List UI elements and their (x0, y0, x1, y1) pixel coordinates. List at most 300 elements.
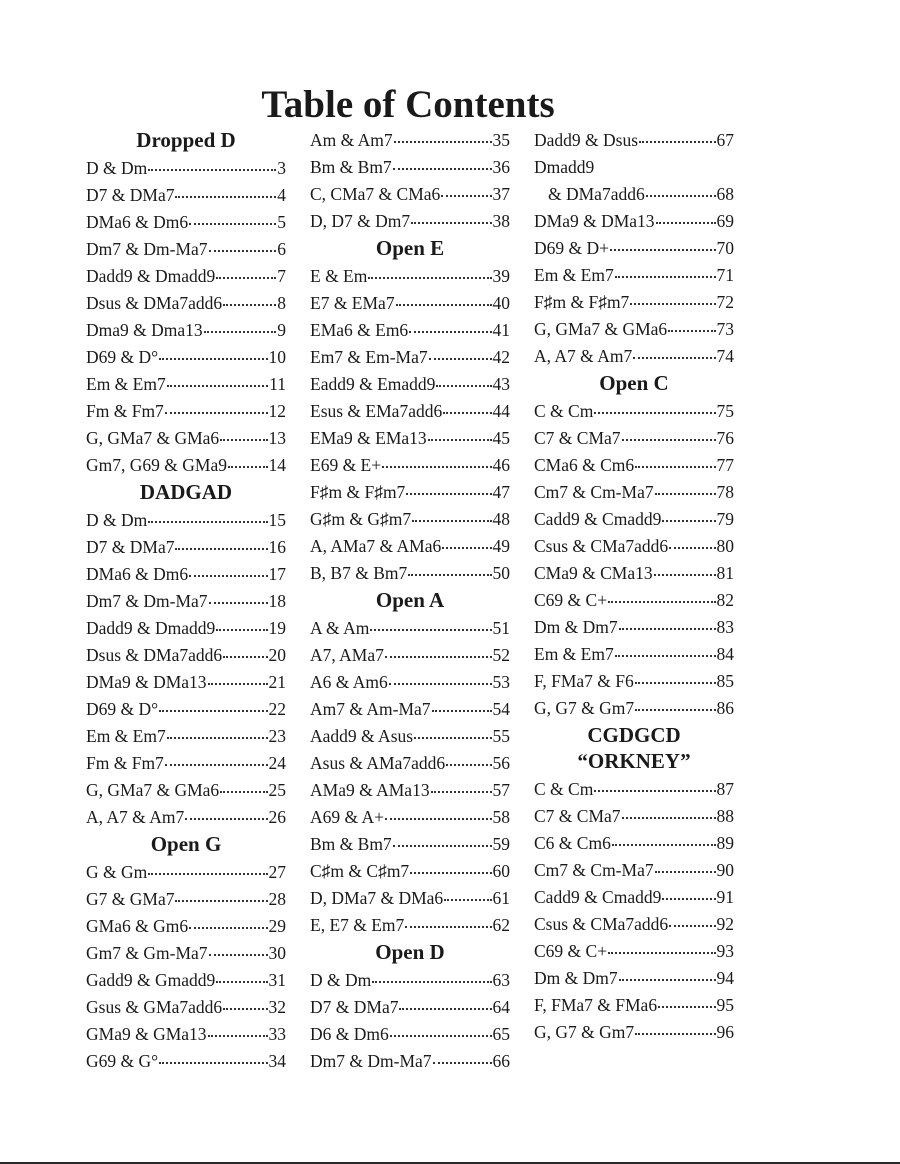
toc-entry[interactable] (534, 938, 734, 965)
toc-entry-page: 94 (716, 968, 734, 988)
toc-entry[interactable] (534, 533, 734, 560)
toc-entry-page: 55 (492, 726, 510, 746)
toc-entry[interactable] (534, 668, 734, 695)
toc-entry[interactable] (534, 208, 734, 235)
dot-leader (159, 344, 267, 360)
toc-entry-page: 8 (277, 293, 286, 313)
section-heading-line: Open A (375, 588, 445, 612)
toc-entry[interactable] (310, 967, 510, 994)
toc-entry[interactable] (310, 777, 510, 804)
toc-entry[interactable] (86, 940, 286, 967)
toc-entry-label: D69 & D° (86, 699, 159, 719)
toc-entry[interactable] (534, 1019, 734, 1046)
toc-entry-label: G, G7 & Gm7 (534, 1022, 635, 1042)
toc-entry-label: Em7 & Em-Ma7 (310, 347, 428, 367)
dot-leader (165, 750, 268, 766)
toc-entry-label: A69 & A+ (310, 807, 385, 827)
toc-entry-label: A, A7 & Am7 (534, 346, 633, 366)
toc-entry-page: 5 (277, 212, 286, 232)
toc-entry-page: 78 (716, 482, 734, 502)
dot-leader (668, 316, 715, 332)
toc-entry-label: G, G7 & Gm7 (534, 698, 635, 718)
toc-entry-page: 58 (492, 807, 510, 827)
dot-leader (209, 940, 268, 956)
toc-entry-page: 65 (492, 1024, 510, 1044)
toc-entry-page: 45 (492, 428, 510, 448)
dot-leader (610, 235, 715, 251)
toc-entry-label: Dmadd9 (534, 157, 595, 177)
dot-leader (429, 344, 492, 360)
toc-entry-page: 20 (268, 645, 286, 665)
toc-entry[interactable] (534, 992, 734, 1019)
toc-entry-page: 49 (492, 536, 510, 556)
section-heading-line: “ORKNEY” (577, 749, 691, 773)
toc-column-2 (310, 127, 510, 1075)
toc-entry[interactable] (310, 560, 510, 587)
dot-leader (220, 425, 267, 441)
dot-leader (159, 1048, 267, 1064)
toc-entry-label: DMa9 & DMa13 (534, 211, 655, 231)
toc-entry[interactable] (310, 371, 510, 398)
toc-entry[interactable] (534, 884, 734, 911)
toc-entry-label: F, FMa7 & FMa6 (534, 995, 658, 1015)
dot-leader (635, 695, 715, 711)
toc-entry-page: 87 (716, 779, 734, 799)
toc-entry[interactable] (534, 343, 734, 370)
toc-entry[interactable] (310, 290, 510, 317)
toc-entry[interactable] (86, 642, 286, 669)
toc-entry-label: G, GMa7 & GMa6 (86, 428, 220, 448)
toc-entry[interactable] (310, 1021, 510, 1048)
dot-leader (396, 290, 492, 306)
dot-leader (385, 804, 491, 820)
toc-entry[interactable] (310, 479, 510, 506)
toc-entry-page: 31 (268, 970, 286, 990)
dot-leader (433, 1048, 492, 1064)
dot-leader (654, 560, 716, 576)
toc-entry[interactable] (86, 398, 286, 425)
toc-entry[interactable] (534, 857, 734, 884)
toc-entry[interactable] (86, 236, 286, 263)
dot-leader (630, 289, 715, 305)
toc-entry-page: 6 (277, 239, 286, 259)
toc-entry[interactable] (534, 911, 734, 938)
dot-leader (622, 803, 716, 819)
toc-entry-label: CMa9 & CMa13 (534, 563, 653, 583)
dot-leader (389, 669, 492, 685)
toc-entry-label: G7 & GMa7 (86, 889, 175, 909)
toc-entry[interactable] (310, 696, 510, 723)
section-heading (86, 127, 286, 155)
dot-leader (159, 696, 267, 712)
dot-leader (669, 911, 715, 927)
toc-entry[interactable] (86, 534, 286, 561)
toc-entry-label: Gm7, G69 & GMa9 (86, 455, 227, 475)
toc-entry[interactable] (86, 290, 286, 317)
toc-entry[interactable] (86, 967, 286, 994)
toc-entry-label: & DMa7add6 (548, 184, 645, 204)
dot-leader (228, 452, 268, 468)
toc-entry-label: Gm7 & Gm-Ma7 (86, 943, 208, 963)
toc-entry-page: 74 (716, 346, 734, 366)
toc-entry-label: D7 & DMa7 (310, 997, 399, 1017)
toc-entry[interactable] (534, 235, 734, 262)
toc-entry-label: Dadd9 & Dmadd9 (86, 618, 216, 638)
toc-entry[interactable] (534, 127, 734, 154)
toc-entry-label: Em & Em7 (534, 644, 614, 664)
toc-entry[interactable] (86, 615, 286, 642)
toc-entry[interactable] (86, 263, 286, 290)
toc-entry-label: Csus & CMa7add6 (534, 536, 669, 556)
toc-entry-page: 57 (492, 780, 510, 800)
toc-entry[interactable] (534, 452, 734, 479)
toc-entry[interactable] (86, 1048, 286, 1075)
toc-entry-page: 85 (716, 671, 734, 691)
toc-entry-label: D7 & DMa7 (86, 185, 175, 205)
toc-entry[interactable] (86, 317, 286, 344)
toc-entry[interactable] (534, 506, 734, 533)
toc-entry-label: E7 & EMa7 (310, 293, 395, 313)
toc-entry[interactable] (310, 723, 510, 750)
toc-entry[interactable] (310, 642, 510, 669)
dot-leader (410, 858, 491, 874)
toc-entry[interactable] (86, 750, 286, 777)
dot-leader (619, 614, 716, 630)
toc-entry-page: 29 (268, 916, 286, 936)
toc-entry-label: Cm7 & Cm-Ma7 (534, 482, 654, 502)
dot-leader (646, 181, 716, 197)
toc-entry-label: A, A7 & Am7 (86, 807, 185, 827)
dot-leader (399, 994, 491, 1010)
toc-entry[interactable] (310, 831, 510, 858)
dot-leader (612, 830, 716, 846)
toc-entry[interactable] (86, 209, 286, 236)
toc-entry-page: 54 (492, 699, 510, 719)
toc-entry-page: 41 (492, 320, 510, 340)
toc-entry[interactable] (534, 425, 734, 452)
toc-entry-page: 10 (268, 347, 286, 367)
toc-entry-label: Cadd9 & Cmadd9 (534, 509, 662, 529)
toc-entry[interactable] (86, 371, 286, 398)
toc-entry[interactable] (310, 858, 510, 885)
toc-entry[interactable] (534, 479, 734, 506)
toc-entry-label: GMa9 & GMa13 (86, 1024, 207, 1044)
toc-entry[interactable] (310, 317, 510, 344)
section-heading-line: CGDGCD (587, 723, 681, 747)
toc-entry-page: 13 (268, 428, 286, 448)
toc-entry-label: DMa6 & Dm6 (86, 212, 189, 232)
dot-leader (189, 209, 276, 225)
toc-entry[interactable] (86, 669, 286, 696)
toc-entry[interactable] (86, 913, 286, 940)
toc-entry-page: 12 (268, 401, 286, 421)
toc-entry-label: Em & Em7 (86, 374, 166, 394)
dot-leader (608, 938, 715, 954)
toc-entry[interactable] (310, 533, 510, 560)
dot-leader (411, 208, 491, 224)
toc-entry-label: Esus & EMa7add6 (310, 401, 443, 421)
toc-entry[interactable] (86, 994, 286, 1021)
section-heading (86, 831, 286, 859)
dot-leader (406, 479, 491, 495)
toc-entry-label: Bm & Bm7 (310, 157, 392, 177)
toc-entry-label: C & Cm (534, 779, 594, 799)
dot-leader (441, 181, 491, 197)
toc-entry-label: Eadd9 & Emadd9 (310, 374, 436, 394)
toc-entry-page: 51 (492, 618, 510, 638)
toc-entry-label: C & Cm (534, 401, 594, 421)
dot-leader (148, 507, 267, 523)
toc-entry-page: 79 (716, 509, 734, 529)
toc-entry-page: 33 (268, 1024, 286, 1044)
toc-entry-page: 3 (277, 158, 286, 178)
toc-entry[interactable] (86, 507, 286, 534)
toc-entry[interactable] (86, 696, 286, 723)
toc-entry-page: 84 (716, 644, 734, 664)
dot-leader (619, 965, 716, 981)
toc-entry-label: Asus & AMa7add6 (310, 753, 446, 773)
toc-entry[interactable] (534, 776, 734, 803)
toc-entry-label: Dm & Dm7 (534, 617, 618, 637)
toc-entry[interactable] (534, 641, 734, 668)
toc-entry[interactable] (310, 669, 510, 696)
toc-entry-page: 63 (492, 970, 510, 990)
dot-leader (594, 398, 715, 414)
dot-leader (662, 506, 715, 522)
toc-entry-label: Fm & Fm7 (86, 753, 164, 773)
toc-entry[interactable] (310, 1048, 510, 1075)
toc-entry-page: 32 (268, 997, 286, 1017)
dot-leader (444, 885, 491, 901)
dot-leader (428, 425, 492, 441)
toc-entry[interactable] (86, 804, 286, 831)
toc-entry-label: G♯m & G♯m7 (310, 509, 412, 529)
toc-entry[interactable] (86, 723, 286, 750)
toc-entry[interactable] (310, 208, 510, 235)
toc-entry-label: G, GMa7 & GMa6 (534, 319, 668, 339)
dot-leader (658, 992, 715, 1008)
dot-leader (405, 912, 491, 928)
toc-entry-page: 76 (716, 428, 734, 448)
toc-entry-label: DMa9 & DMa13 (86, 672, 207, 692)
dot-leader (615, 641, 716, 657)
dot-leader (639, 127, 715, 143)
dot-leader (189, 913, 267, 929)
toc-entry[interactable] (310, 398, 510, 425)
toc-entry-label: EMa6 & Em6 (310, 320, 409, 340)
toc-entry[interactable] (310, 804, 510, 831)
toc-entry[interactable] (86, 344, 286, 371)
section-heading (310, 587, 510, 615)
toc-entry-page: 62 (492, 915, 510, 935)
toc-entry-label: C69 & C+ (534, 590, 608, 610)
toc-entry[interactable] (310, 615, 510, 642)
toc-entry[interactable] (310, 181, 510, 208)
toc-entry-label: GMa6 & Gm6 (86, 916, 189, 936)
toc-entry-label: Cadd9 & Cmadd9 (534, 887, 662, 907)
toc-entry[interactable] (534, 560, 734, 587)
toc-entry-page: 69 (716, 211, 734, 231)
toc-entry-page: 27 (268, 862, 286, 882)
toc-entry-page: 22 (268, 699, 286, 719)
dot-leader (409, 317, 491, 333)
toc-entry-label: E69 & E+ (310, 455, 382, 475)
dot-leader (175, 182, 276, 198)
dot-leader (394, 127, 492, 143)
dot-leader (446, 750, 491, 766)
toc-entry[interactable] (534, 587, 734, 614)
toc-entry[interactable] (310, 750, 510, 777)
toc-entry[interactable] (310, 344, 510, 371)
toc-entry[interactable] (86, 452, 286, 479)
toc-entry-page: 59 (492, 834, 510, 854)
dot-leader (615, 262, 716, 278)
section-heading-line: Open D (375, 940, 445, 964)
toc-entry[interactable] (310, 994, 510, 1021)
toc-entry-label: Em & Em7 (86, 726, 166, 746)
toc-entry[interactable] (310, 127, 510, 154)
toc-entry[interactable] (534, 803, 734, 830)
toc-entry-page: 15 (268, 510, 286, 530)
toc-entry[interactable] (534, 695, 734, 722)
toc-entry-label: D69 & D° (86, 347, 159, 367)
toc-entry-label: Csus & CMa7add6 (534, 914, 669, 934)
toc-entry-label: Fm & Fm7 (86, 401, 164, 421)
toc-entry-page: 9 (277, 320, 286, 340)
dot-leader (208, 669, 268, 685)
section-heading-line: Dropped D (136, 128, 236, 152)
toc-entry-page: 19 (268, 618, 286, 638)
toc-entry[interactable] (534, 830, 734, 857)
dot-leader (431, 777, 492, 793)
toc-entry[interactable] (310, 885, 510, 912)
toc-entry-page: 93 (716, 941, 734, 961)
toc-entry-page: 66 (492, 1051, 510, 1071)
toc-entry[interactable] (534, 181, 734, 208)
toc-entry-label: A7, AMa7 (310, 645, 384, 665)
toc-entry-label: E & Em (310, 266, 368, 286)
toc-entry[interactable] (86, 588, 286, 615)
toc-entry-page: 95 (716, 995, 734, 1015)
dot-leader (655, 479, 716, 495)
dot-leader (385, 642, 492, 658)
dot-leader (185, 804, 267, 820)
toc-entry-label: F, FMa7 & F6 (534, 671, 634, 691)
dot-leader (167, 371, 268, 387)
toc-entry-page: 47 (492, 482, 510, 502)
toc-entry-page: 91 (716, 887, 734, 907)
toc-entry-label: E, E7 & Em7 (310, 915, 405, 935)
toc-entry-page: 56 (492, 753, 510, 773)
dot-leader (432, 696, 492, 712)
toc-entry-label: G69 & G° (86, 1051, 159, 1071)
toc-entry[interactable] (86, 561, 286, 588)
toc-entry-page: 36 (492, 157, 510, 177)
toc-entry-label: Dm7 & Dm-Ma7 (86, 591, 208, 611)
dot-leader (209, 236, 277, 252)
toc-entry[interactable] (534, 154, 734, 181)
dot-leader (633, 343, 715, 359)
toc-entry-label: F♯m & F♯m7 (310, 482, 406, 502)
toc-entry-page: 44 (492, 401, 510, 421)
toc-entry[interactable] (86, 859, 286, 886)
dot-leader (208, 1021, 268, 1037)
dot-leader (443, 398, 491, 414)
toc-entry-page: 77 (716, 455, 734, 475)
toc-entry[interactable] (86, 425, 286, 452)
toc-entry-page: 25 (268, 780, 286, 800)
toc-entry[interactable] (534, 289, 734, 316)
toc-entry-label: C69 & C+ (534, 941, 608, 961)
toc-entry[interactable] (534, 262, 734, 289)
toc-entry-label: AMa9 & AMa13 (310, 780, 430, 800)
toc-entry-label: D & Dm (86, 158, 148, 178)
toc-entry[interactable] (86, 886, 286, 913)
dot-leader (216, 615, 267, 631)
toc-entry[interactable] (534, 316, 734, 343)
section-heading (86, 479, 286, 507)
toc-entry[interactable] (310, 263, 510, 290)
section-heading (534, 722, 734, 776)
toc-entry-page: 70 (716, 238, 734, 258)
toc-entry[interactable] (86, 182, 286, 209)
toc-entry-page: 90 (716, 860, 734, 880)
toc-entry-label: C6 & Cm6 (534, 833, 611, 853)
dot-leader (594, 776, 715, 792)
toc-entry-label: D, D7 & Dm7 (310, 211, 411, 231)
toc-entry-page: 71 (716, 265, 734, 285)
toc-entry-label: D69 & D+ (534, 238, 610, 258)
toc-entry-page: 61 (492, 888, 510, 908)
toc-entry[interactable] (534, 398, 734, 425)
toc-entry-page: 72 (716, 292, 734, 312)
page-title: Table of Contents (261, 83, 555, 126)
toc-entry[interactable] (310, 452, 510, 479)
toc-entry[interactable] (86, 1021, 286, 1048)
toc-entry-page: 67 (716, 130, 734, 150)
dot-leader (223, 994, 267, 1010)
toc-entry-page: 24 (268, 753, 286, 773)
toc-entry[interactable] (310, 425, 510, 452)
toc-entry-label: Dm7 & Dm-Ma7 (310, 1051, 432, 1071)
toc-entry-label: Gadd9 & Gmadd9 (86, 970, 216, 990)
toc-entry[interactable] (310, 154, 510, 181)
toc-entry[interactable] (86, 155, 286, 182)
toc-entry-label: Dm7 & Dm-Ma7 (86, 239, 208, 259)
toc-entry[interactable] (534, 614, 734, 641)
toc-entry-label: G, GMa7 & GMa6 (86, 780, 220, 800)
dot-leader (175, 534, 267, 550)
dot-leader (223, 290, 276, 306)
toc-entry[interactable] (534, 965, 734, 992)
toc-entry[interactable] (310, 912, 510, 939)
dot-leader (414, 723, 491, 739)
toc-entry-label: G & Gm (86, 862, 148, 882)
toc-entry-page: 48 (492, 509, 510, 529)
toc-entry-page: 80 (716, 536, 734, 556)
toc-entry[interactable] (86, 777, 286, 804)
toc-entry[interactable] (310, 506, 510, 533)
dot-leader (390, 1021, 492, 1037)
toc-entry-page: 35 (492, 130, 510, 150)
dot-leader (382, 452, 491, 468)
toc-entry-label: Am7 & Am-Ma7 (310, 699, 431, 719)
toc-entry-page: 52 (492, 645, 510, 665)
toc-entry-label: Dma9 & Dma13 (86, 320, 203, 340)
toc-entry-page: 40 (492, 293, 510, 313)
toc-entry-page: 89 (716, 833, 734, 853)
toc-entry-page: 73 (716, 319, 734, 339)
